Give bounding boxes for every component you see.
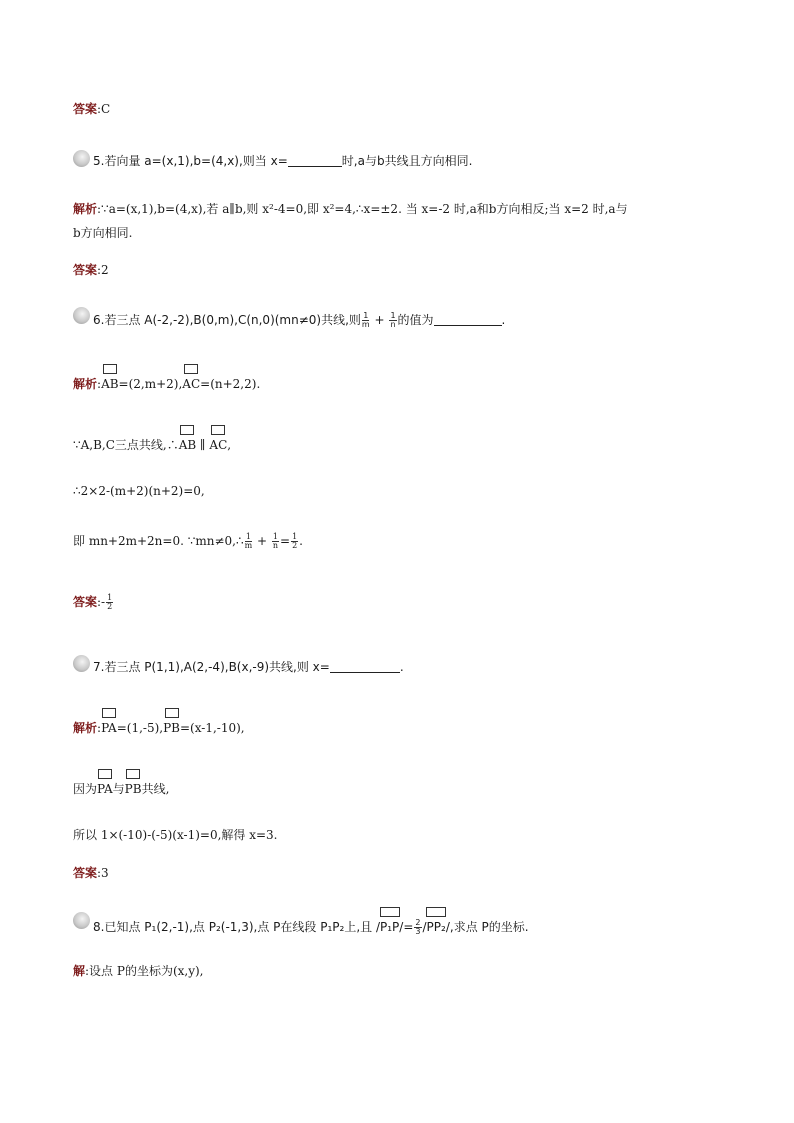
vector-arrow-icon	[126, 769, 140, 779]
vector-arrow-icon	[380, 907, 400, 917]
question-text: 若三点 A(-2,-2),B(0,m),C(n,0)(mn≠0)共线,则	[104, 313, 361, 327]
vector-arrow-icon	[165, 708, 179, 718]
analysis-text: =(n+2,2).	[200, 377, 261, 391]
analysis-text: b方向相同.	[73, 226, 133, 240]
question-8-stem	[93, 919, 529, 936]
analysis-text: ∵A,B,C三点共线,∴	[73, 438, 179, 452]
answer-label: 答案	[73, 102, 98, 116]
answer-value: :-	[97, 595, 106, 609]
vector-arrow-icon	[211, 425, 225, 435]
question-7-stem	[93, 659, 404, 675]
answer-line-7	[73, 865, 109, 881]
fraction-2-over-3: $\frac{2}{3}$	[415, 918, 421, 936]
analysis-text: 即 mn+2m+2n=0. ∵mn≠0,∴	[73, 534, 244, 548]
question-bullet-icon	[73, 307, 90, 324]
answer-label: 答案	[73, 866, 98, 880]
analysis-text: =(1,-5),	[116, 721, 164, 735]
fraction-1-over-n: $\frac{1}{n}$	[390, 311, 396, 329]
answer-line-6	[73, 594, 114, 611]
vector-pa: PA	[97, 781, 113, 797]
fraction-1-over-m: $\frac{1}{m}$	[361, 311, 370, 329]
vector-ac: AC	[209, 437, 227, 453]
plus-sign: +	[374, 313, 385, 327]
analysis-7-line-3	[73, 827, 278, 843]
vector-p1p: P₁P	[380, 919, 399, 935]
vector-pb: PB	[125, 781, 142, 797]
vector-arrow-icon	[98, 769, 112, 779]
analysis-text: =(2,m+2),	[118, 377, 183, 391]
question-bullet-icon	[73, 655, 90, 672]
vector-arrow-icon	[103, 364, 117, 374]
analysis-text: 因为	[73, 782, 98, 796]
analysis-6-line-1	[73, 376, 260, 392]
analysis-6-line-2	[73, 437, 231, 453]
question-6-stem	[93, 312, 505, 329]
solution-label: 解	[73, 964, 86, 978]
fraction-1-over-n: $\frac{1}{n}$	[272, 532, 279, 550]
vector-pa: PA	[101, 720, 117, 736]
analysis-5-line-2	[73, 225, 133, 241]
answer-blank[interactable]	[288, 166, 342, 167]
vector-ab: AB	[101, 376, 118, 392]
answer-value: :3	[97, 866, 109, 880]
period: .	[399, 660, 404, 674]
analysis-6-line-4	[73, 533, 303, 550]
answer-blank[interactable]	[330, 672, 400, 673]
fraction-1-over-m: $\frac{1}{m}$	[244, 532, 253, 550]
question-text: 时,a与b共线且方向相同.	[341, 154, 473, 168]
solution-text: :设点 P的坐标为(x,y),	[85, 964, 204, 978]
question-5-stem	[93, 153, 472, 169]
vector-pp2: PP₂	[427, 919, 446, 935]
answer-value: :C	[97, 102, 111, 116]
question-text: 若向量 a=(x,1),b=(4,x),则当 x=	[104, 154, 288, 168]
period: .	[299, 534, 303, 548]
analysis-text: 共线,	[141, 782, 170, 796]
analysis-6-line-3	[73, 483, 205, 499]
question-bullet-icon	[73, 912, 90, 929]
analysis-text: 所以 1×(-10)-(-5)(x-1)=0,解得 x=3.	[73, 828, 278, 842]
parallel-sign: ∥	[196, 438, 210, 452]
colon: :	[97, 721, 102, 735]
vector-arrow-icon	[102, 708, 116, 718]
question-text: 已知点 P₁(2,-1),点 P₂(-1,3),点 P在线段 P₁P₂上,且 /	[104, 920, 380, 934]
analysis-label: 解析	[73, 202, 98, 216]
question-number: 5.	[93, 154, 105, 168]
fraction-1-over-2: $\frac{1}{2}$	[292, 532, 298, 550]
question-text: 若三点 P(1,1),A(2,-4),B(x,-9)共线,则 x=	[104, 660, 330, 674]
question-text: /,求点 P的坐标.	[445, 920, 529, 934]
question-number: 6.	[93, 313, 105, 327]
analysis-7-line-2	[73, 781, 169, 797]
analysis-5-line-1	[73, 201, 628, 217]
vector-arrow-icon	[180, 425, 194, 435]
question-number: 7.	[93, 660, 105, 674]
vector-pb: PB	[163, 720, 180, 736]
analysis-text: =(x-1,-10),	[179, 721, 245, 735]
period: .	[501, 313, 506, 327]
solution-8-line-1	[73, 963, 204, 979]
comma: ,	[227, 438, 232, 452]
question-text: 的值为	[397, 313, 434, 327]
vector-arrow-icon	[426, 907, 446, 917]
question-bullet-icon	[73, 150, 90, 167]
analysis-text: ∴2×2-(m+2)(n+2)=0,	[73, 484, 205, 498]
analysis-text: 与	[112, 782, 125, 796]
question-text: /=	[399, 920, 414, 934]
fraction-1-over-2: $\frac{1}{2}$	[107, 593, 113, 611]
equals-sign: =	[280, 534, 291, 548]
answer-label: 答案	[73, 263, 98, 277]
answer-blank[interactable]	[434, 325, 502, 326]
answer-line-4	[73, 101, 110, 117]
question-text: /	[422, 920, 427, 934]
analysis-label: 解析	[73, 721, 98, 735]
plus-sign: +	[257, 534, 268, 548]
vector-ab: AB	[179, 437, 196, 453]
vector-arrow-icon	[184, 364, 198, 374]
answer-value: :2	[97, 263, 109, 277]
analysis-label: 解析	[73, 377, 98, 391]
analysis-text: :∵a=(x,1),b=(4,x),若 a∥b,则 x²-4=0,即 x²=4,∴x=±2. 当 x=-2 时,a和b方向相反;当 x=2 时,a与	[97, 202, 628, 216]
answer-line-5	[73, 262, 109, 278]
answer-label: 答案	[73, 595, 98, 609]
vector-ac: AC	[182, 376, 200, 392]
colon: :	[97, 377, 102, 391]
analysis-7-line-1	[73, 720, 245, 736]
question-number: 8.	[93, 920, 105, 934]
